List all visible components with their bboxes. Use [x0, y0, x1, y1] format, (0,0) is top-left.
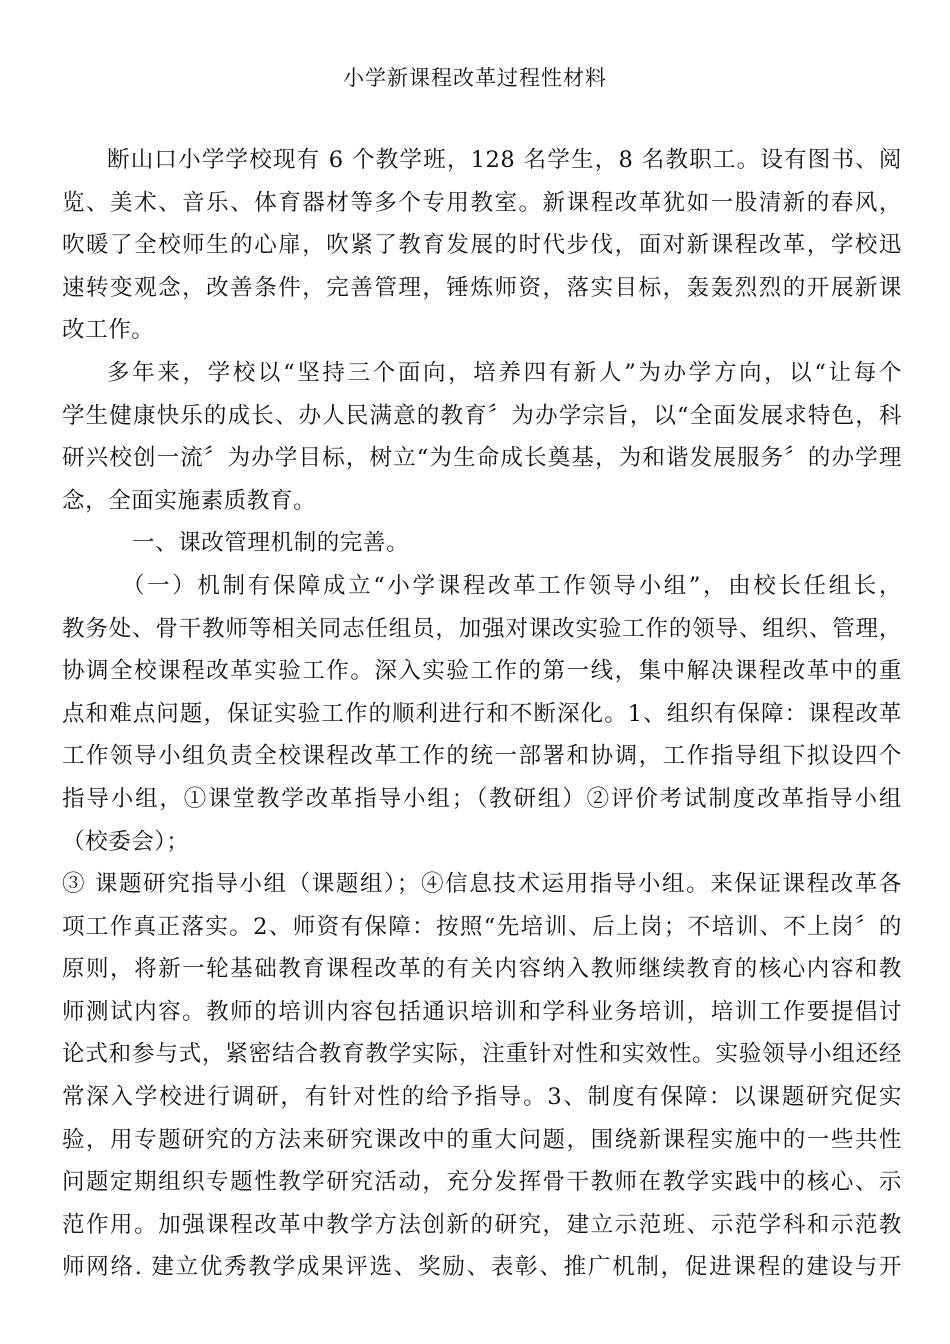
paragraph-line: 多年来，学校以“坚持三个面向，培养四有新人”为办学方向，以“让每个 — [107, 359, 902, 386]
paragraph-line: 吹暖了全校师生的心扉，吹紧了教育发展的时代步伐，面对新课程改革，学校迅 — [62, 232, 902, 259]
document-body — [62, 139, 902, 1289]
paragraph-line: 研兴校创一流〞为办学目标，树立“为生命成长奠基，为和谐发展服务〞的办学理 — [62, 445, 902, 472]
paragraph-line: 教务处、骨干教师等相关同志任组员，加强对课改实验工作的领导、组织、管理， — [62, 615, 902, 642]
paragraph-line: 点和难点问题，保证实验工作的顺利进行和不断深化。1、组织有保障：课程改革 — [62, 700, 902, 727]
paragraph-line: （一）机制有保障成立“小学课程改革工作领导小组”，由校长任组长， — [122, 572, 902, 599]
paragraph-line: 指导小组，①课堂教学改革指导小组；（教研组）②评价考试制度改革指导小组 — [62, 785, 902, 812]
document-title: 小学新课程改革过程性材料 — [343, 66, 607, 90]
paragraph-line: 念，全面实施素质教育。 — [62, 487, 317, 514]
section-heading: 一、课改管理机制的完善。 — [132, 530, 410, 557]
paragraph-line: 览、美术、音乐、体育器材等多个专用教室。新课程改革犹如一股清新的春风， — [62, 189, 902, 216]
paragraph-line: 常深入学校进行调研，有针对性的给予指导。3、制度有保障：以课题研究促实 — [62, 1084, 902, 1111]
paragraph-line: 工作领导小组负责全校课程改革工作的统一部署和协调，工作指导组下拟设四个 — [62, 743, 902, 770]
paragraph-line: 改工作。 — [62, 317, 155, 344]
paragraph-line: 范作用。加强课程改革中教学方法创新的研究，建立示范班、示范学科和示范教 — [62, 1211, 902, 1238]
paragraph-line: 项工作真正落实。2、师资有保障：按照“先培训、后上岗；不培训、不上岗〞的 — [62, 913, 902, 940]
paragraph-line: 断山口小学学校现有 6 个教学班，128 名学生，8 名教职工。设有图书、阅 — [107, 147, 902, 173]
paragraph-line: 问题定期组织专题性教学研究活动，充分发挥骨干教师在教学实践中的核心、示 — [62, 1169, 902, 1196]
paragraph-line: 原则，将新一轮基础教育课程改革的有关内容纳入教师继续教育的核心内容和教 — [62, 956, 902, 983]
paragraph-line: 验，用专题研究的方法来研究课改中的重大问题，围绕新课程实施中的一些共性 — [62, 1126, 902, 1153]
paragraph-line: 速转变观念，改善条件，完善管理，锤炼师资，落实目标，轰轰烈烈的开展新课 — [62, 274, 902, 301]
paragraph-line: 论式和参与式，紧密结合教育教学实际，注重针对性和实效性。实验领导小组还经 — [62, 1041, 902, 1068]
paragraph-line: 师网络. 建立优秀教学成果评选、奖励、表彰、推广机制，促进课程的建设与开 — [62, 1254, 902, 1281]
paragraph-line: ③ 课题研究指导小组（课题组）；④信息技术运用指导小组。来保证课程改革各 — [62, 871, 902, 898]
paragraph-line: 师测试内容。教师的培训内容包括通识培训和学科业务培训，培训工作要提倡讨 — [62, 998, 902, 1025]
paragraph-line: 协调全校课程改革实验工作。深入实验工作的第一线，集中解决课程改革中的重 — [62, 658, 902, 685]
paragraph-line: （校委会）； — [62, 828, 190, 855]
paragraph-line: 学生健康快乐的成长、办人民满意的教育〞为办学宗旨，以“全面发展求特色，科 — [62, 402, 902, 429]
